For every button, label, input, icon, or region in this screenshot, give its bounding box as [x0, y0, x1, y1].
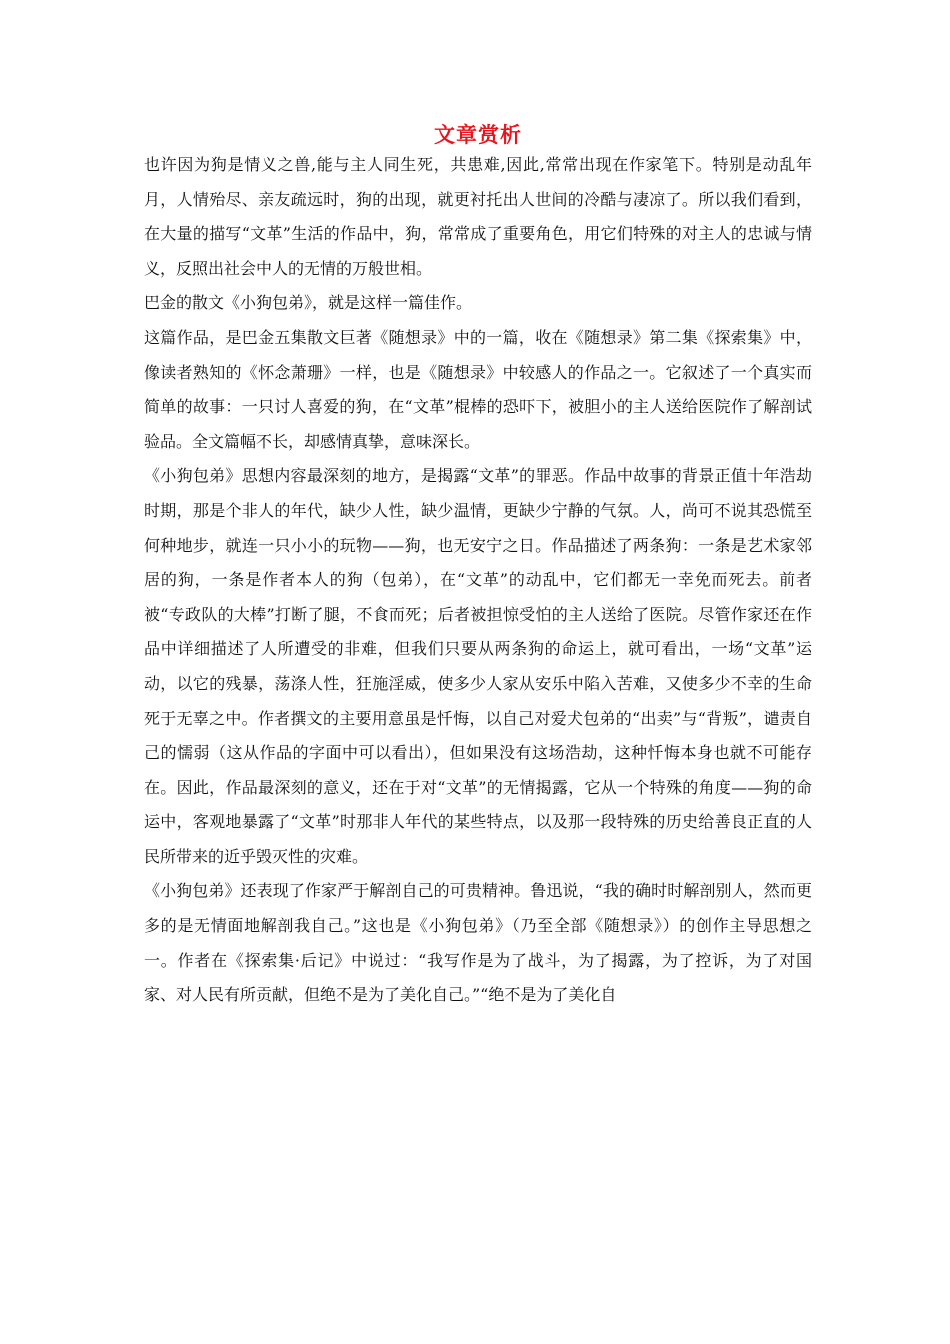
document-title: 文章赏析: [434, 122, 522, 147]
paragraph-thesis: 巴金的散文《小狗包弟》，就是这样一篇佳作。: [144, 293, 473, 313]
paragraph-self-reflection: 《小狗包弟》还表现了作家严于解剖自己的可贵精神。鲁迅说，“我的确时时解剖别人，然而更多的是无情面地解剖我自己。”这也是《小狗包弟》（乃至全部《随想录》）的创作主导思想之一。作者在《探索集·后记》中说过：“我写作是为了战斗，为了揭露，为了控诉，为了对国家、对人民有所贡献，但绝不是为了美化自己。”“绝不是为了美化自: [144, 881, 812, 1005]
paragraph-background: 这篇作品，是巴金五集散文巨著《随想录》中的一篇，收在《随想录》第二集《探索集》中，像读者熟知的《怀念萧珊》一样，也是《随想录》中较感人的作品之一。它叙述了一个真实而简单的故事：一只讨人喜爱的狗，在“文革”棍棒的恐吓下，被胆小的主人送给医院作了解剖试验品。全文篇幅不长，却感情真挚，意味深长。: [144, 327, 812, 451]
paragraph-intro: 也许因为狗是情义之兽,能与主人同生死，共患难,因此,常常出现在作家笔下。特别是动乱年月，人情殆尽、亲友疏远时，狗的出现，就更衬托出人世间的冷酷与凄凉了。所以我们看到，在大量的描写“文革”生活的作品中，狗，常常成了重要角色，用它们特殊的对主人的忠诚与情义，反照出社会中人的无情的万般世相。: [144, 155, 812, 278]
document-page: [144, 122, 812, 1013]
paragraph-analysis: 《小狗包弟》思想内容最深刻的地方，是揭露“文革”的罪恶。作品中故事的背景正值十年浩劫时期，那是个非人的年代，缺少人性，缺少温情，更缺少宁静的气氛。人，尚可不说其恐慌至何种地步，就连一只小小的玩物——狗，也无安宁之日。作品描述了两条狗：一条是艺术家邻居的狗，一条是作者本人的狗（包弟），在“文革”的动乱中，它们都无一幸免而死去。前者被“专政队的大棒”打断了腿，不食而死；后者被担惊受怕的主人送给了医院。尽管作家还在作品中详细描述了人所遭受的非难，但我们只要从两条狗的命运上，就可看出，一场“文革”运动，以它的残暴，荡涤人性，狂施淫威，使多少人家从安乐中陷入苦难，又使多少不幸的生命死于无辜之中。作者撰文的主要用意虽是忏悔，以自己对爱犬包弟的“出卖”与“背叛”，谴责自己的懦弱（这从作品的字面中可以看出），但如果没有这场浩劫，这种忏悔本身也就不可能存在。因此，作品最深刻的意义，还在于对“文革”的无情揭露，它从一个特殊的角度——狗的命运中，客观地暴露了“文革”时那非人年代的某些特点，以及那一段特殊的历史给善良正直的人民所带来的近乎毁灭性的灾难。: [144, 466, 812, 866]
